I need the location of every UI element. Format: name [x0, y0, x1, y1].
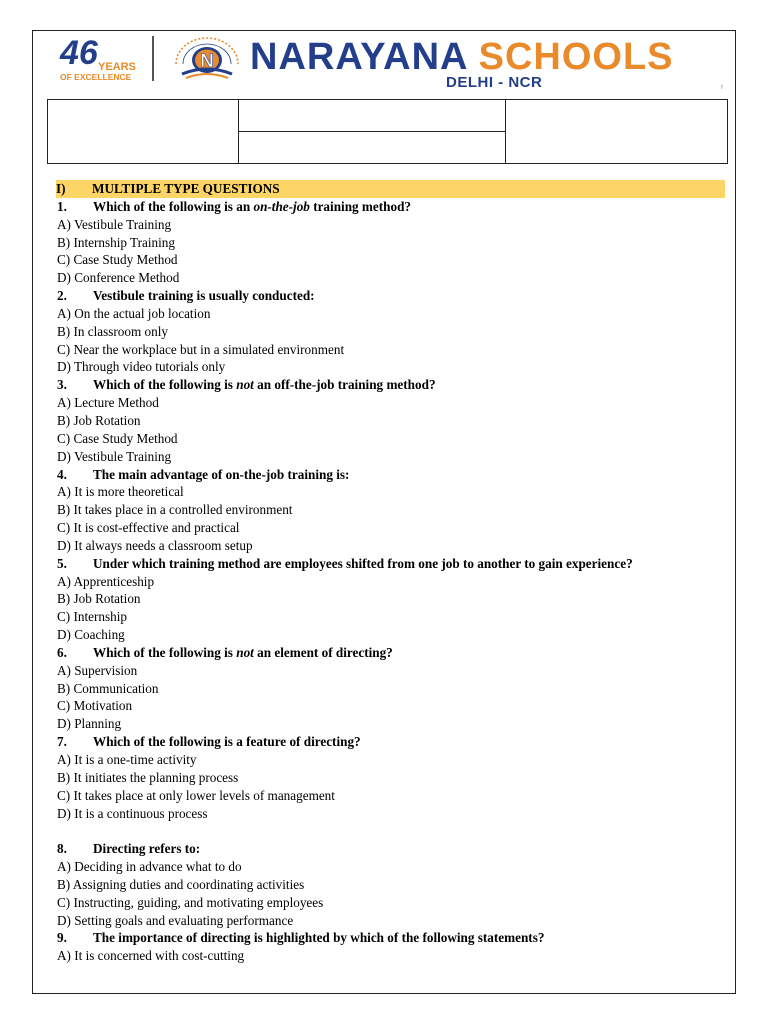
question-emphasis: not	[236, 377, 254, 393]
section-number: I)	[56, 181, 66, 196]
question-text: The importance of directing is highlighted by which of the following statements?	[93, 930, 545, 946]
question-line	[57, 466, 725, 484]
question-content	[57, 180, 725, 965]
answer-option: C) Instructing, guiding, and motivating employees	[57, 894, 324, 910]
answer-option: D) Through video tutorials only	[57, 359, 226, 375]
question-text-end: training method?	[309, 198, 411, 214]
answer-option: C) Case Study Method	[57, 430, 178, 446]
student-info-table	[47, 99, 728, 164]
blank-line	[57, 822, 725, 840]
question-line	[57, 198, 725, 216]
question-number: 4.	[57, 466, 67, 482]
anniversary-number: 46	[60, 34, 98, 72]
answer-option: A) It is a one-time activity	[57, 752, 197, 767]
question-text-end: an element of directing?	[253, 644, 393, 660]
answer-option: C) Near the workplace but in a simulated environment	[57, 341, 345, 357]
question-line	[57, 287, 725, 305]
question-text: Under which training method are employees shifted from one job to another to gain experience?	[93, 555, 633, 571]
info-cell-right[interactable]	[506, 100, 728, 164]
question-emphasis: on-the-job	[253, 198, 310, 214]
question-text: Directing refers to:	[93, 841, 201, 857]
school-name-part1: NARAYANA	[250, 36, 468, 78]
question-number: 8.	[57, 841, 67, 857]
info-cell-middle-bottom[interactable]	[239, 132, 506, 164]
question-text: Which of the following is an	[93, 198, 254, 214]
answer-option: B) It initiates the planning process	[57, 769, 239, 785]
answer-option: B) Assigning duties and coordinating activities	[57, 876, 305, 892]
question-number: 2.	[57, 288, 67, 304]
question-number: 3.	[57, 377, 67, 393]
trademark-mark: r	[721, 84, 724, 91]
answer-option: D) Conference Method	[57, 270, 180, 286]
question-text: The main advantage of on-the-job training is:	[93, 466, 350, 482]
anniversary-tagline: OF EXCELLENCE	[60, 72, 132, 82]
answer-option: D) Coaching	[57, 627, 125, 643]
answer-option: C) Motivation	[57, 698, 133, 714]
anniversary-years: YEARS	[98, 61, 136, 73]
question-number: 7.	[57, 734, 67, 750]
answer-option: D) Setting goals and evaluating performance	[57, 912, 294, 928]
school-region: DELHI - NCR	[446, 74, 543, 91]
question-list	[57, 198, 725, 965]
question-text: Which of the following is	[93, 377, 237, 393]
answer-option: C) It is cost-effective and practical	[57, 520, 240, 536]
question-text: Vestibule training is usually conducted:	[93, 288, 315, 304]
answer-option: A) Lecture Method	[57, 395, 159, 411]
answer-option: D) It is a continuous process	[57, 805, 208, 821]
narayana-emblem-icon	[168, 34, 246, 82]
answer-option: B) Job Rotation	[57, 591, 141, 607]
question-line	[57, 929, 725, 947]
answer-option: B) Communication	[57, 680, 159, 696]
answer-option: A) Deciding in advance what to do	[57, 859, 242, 875]
emblem-letter: N	[200, 51, 214, 72]
section-title: MULTIPLE TYPE QUESTIONS	[92, 181, 280, 196]
question-line	[57, 376, 725, 394]
answer-option: B) In classroom only	[57, 323, 168, 339]
answer-option: B) Internship Training	[57, 234, 175, 250]
question-line	[57, 644, 725, 662]
answer-option: A) It is more theoretical	[57, 484, 184, 500]
46-years-logo	[58, 32, 138, 84]
answer-option: D) It always needs a classroom setup	[57, 537, 253, 553]
question-line	[57, 733, 725, 751]
question-line	[57, 840, 725, 858]
question-number: 9.	[57, 930, 67, 946]
answer-option: A) It is concerned with cost-cutting	[57, 948, 245, 964]
question-number: 1.	[57, 198, 67, 214]
answer-option: A) Supervision	[57, 662, 138, 678]
question-text-end: an off-the-job training method?	[253, 377, 436, 393]
answer-option: B) Job Rotation	[57, 412, 141, 428]
answer-option: A) Apprenticeship	[57, 573, 155, 589]
section-heading	[56, 180, 725, 198]
question-text: Which of the following is	[93, 644, 237, 660]
school-name-part2: SCHOOLS	[478, 36, 674, 78]
question-number: 6.	[57, 644, 67, 660]
question-text: Which of the following is a feature of directing?	[93, 734, 361, 750]
info-cell-left[interactable]	[48, 100, 239, 164]
info-cell-middle-top[interactable]	[239, 100, 506, 132]
question-emphasis: not	[236, 644, 254, 660]
answer-option: C) Case Study Method	[57, 252, 178, 268]
answer-option: A) On the actual job location	[57, 305, 211, 321]
answer-option: D) Vestibule Training	[57, 448, 172, 464]
question-line	[57, 555, 725, 573]
answer-option: B) It takes place in a controlled environment	[57, 502, 293, 518]
answer-option: C) Internship	[57, 609, 127, 625]
answer-option: D) Planning	[57, 716, 122, 732]
answer-option: C) It takes place at only lower levels of management	[57, 787, 335, 803]
question-number: 5.	[57, 555, 67, 571]
answer-option: A) Vestibule Training	[57, 216, 172, 232]
school-name	[250, 35, 674, 79]
logo-divider	[152, 36, 154, 81]
